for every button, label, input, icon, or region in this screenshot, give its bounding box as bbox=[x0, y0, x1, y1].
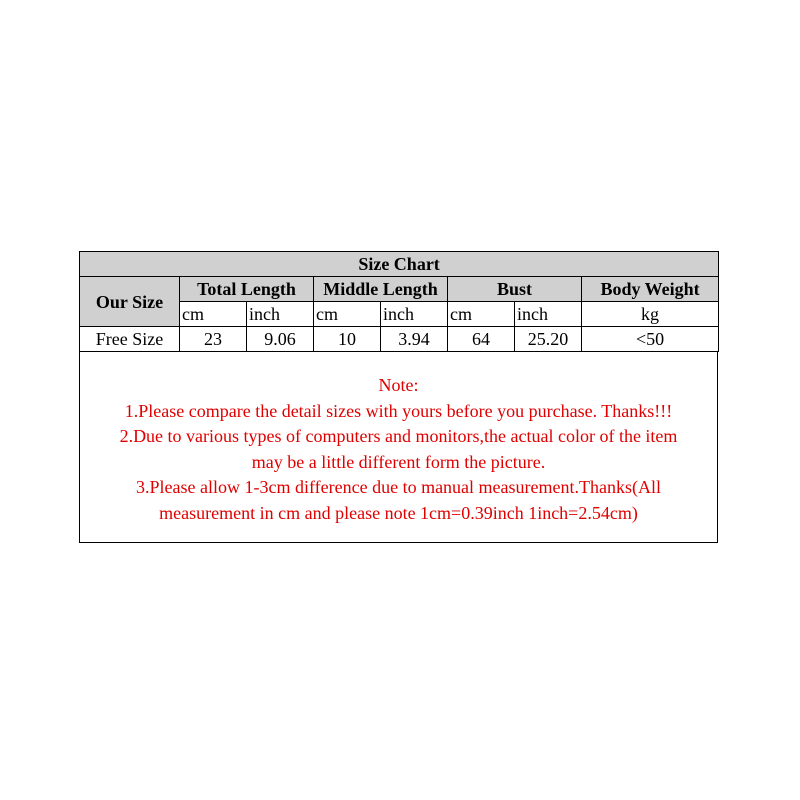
middle-length-cm-unit: cm bbox=[314, 302, 381, 327]
total-length-inch-cell: 9.06 bbox=[247, 327, 314, 352]
size-chart bbox=[79, 251, 718, 543]
note-line-2a: 2.Due to various types of computers and monitors,the actual color of the item bbox=[119, 426, 678, 446]
middle-length-inch-cell: 3.94 bbox=[381, 327, 448, 352]
body-weight-kg-unit: kg bbox=[582, 302, 719, 327]
size-chart-title: Size Chart bbox=[80, 252, 719, 277]
total-length-cm-unit: cm bbox=[180, 302, 247, 327]
note-line-1: 1.Please compare the detail sizes with yours before you purchase. Thanks!!! bbox=[124, 400, 673, 421]
body-weight-header: Body Weight bbox=[582, 277, 719, 302]
bust-inch-unit: inch bbox=[515, 302, 582, 327]
middle-length-header: Middle Length bbox=[314, 277, 448, 302]
bust-inch-cell: 25.20 bbox=[515, 327, 582, 352]
size-chart-table bbox=[79, 251, 719, 352]
size-chart-title-row bbox=[80, 252, 719, 277]
total-length-cm-cell: 23 bbox=[180, 327, 247, 352]
total-length-inch-unit: inch bbox=[247, 302, 314, 327]
table-row bbox=[80, 327, 719, 352]
notes-box bbox=[79, 352, 718, 543]
note-heading: Note: bbox=[378, 375, 419, 395]
bust-cm-cell: 64 bbox=[448, 327, 515, 352]
size-cell: Free Size bbox=[80, 327, 180, 352]
bust-cm-unit: cm bbox=[448, 302, 515, 327]
middle-length-cm-cell: 10 bbox=[314, 327, 381, 352]
bust-header: Bust bbox=[448, 277, 582, 302]
note-line-3a: 3.Please allow 1-3cm difference due to manual measurement.Thanks(All bbox=[136, 477, 661, 497]
total-length-header: Total Length bbox=[180, 277, 314, 302]
body-weight-kg-cell: <50 bbox=[582, 327, 719, 352]
size-chart-header-row bbox=[80, 277, 719, 302]
middle-length-inch-unit: inch bbox=[381, 302, 448, 327]
our-size-header: Our Size bbox=[80, 277, 180, 327]
note-line-3b: measurement in cm and please note 1cm=0.39inch 1inch=2.54cm) bbox=[159, 502, 638, 523]
note-line-2b: may be a little different form the picture. bbox=[251, 451, 546, 472]
